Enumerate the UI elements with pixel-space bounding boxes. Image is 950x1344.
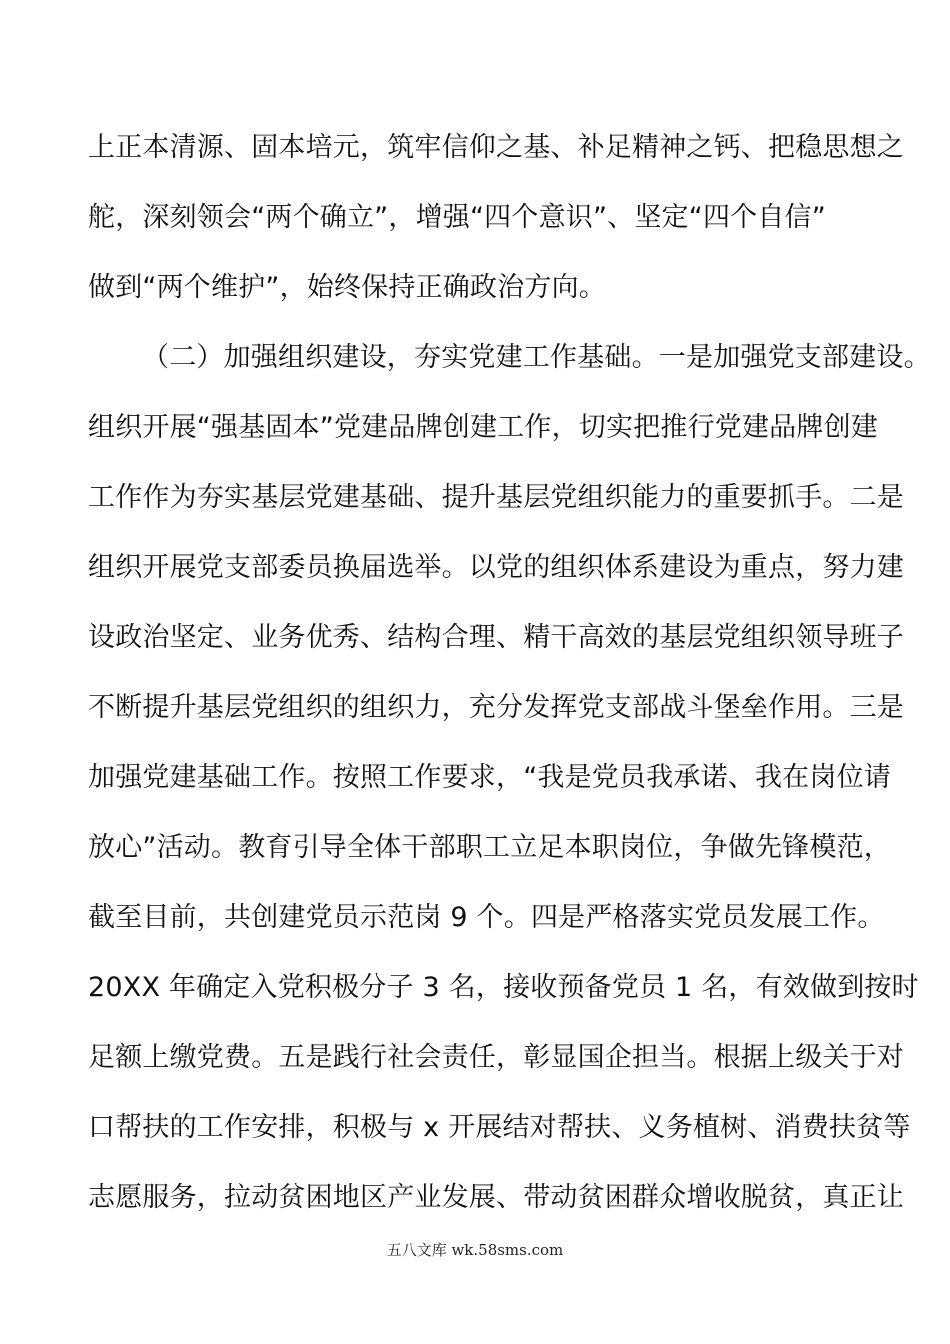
body-text-line: 不断提升基层党组织的组织力，充分发挥党支部战斗堡垒作用。三是 xyxy=(88,692,904,723)
body-text-line: 放心”活动。教育引导全体干部职工立足本职岗位，争做先锋模范， xyxy=(88,832,891,863)
body-text-line: 组织开展党支部委员换届选举。以党的组织体系建设为重点，努力建 xyxy=(88,552,904,583)
paragraph-first-line: （二）加强组织建设，夯实党建工作基础。一是加强党支部建设。 xyxy=(142,342,931,373)
body-text-line: 足额上缴党费。五是践行社会责任，彰显国企担当。根据上级关于对 xyxy=(88,1042,904,1073)
body-text-line: 加强党建基础工作。按照工作要求，“我是党员我承诺、我在岗位请 xyxy=(88,762,891,793)
body-text-line: 志愿服务，拉动贫困地区产业发展、带动贫困群众增收脱贫，真正让 xyxy=(88,1182,904,1213)
body-text-line: 设政治坚定、业务优秀、结构合理、精干高效的基层党组织领导班子 xyxy=(88,622,904,653)
body-text-line: 20XX 年确定入党积极分子 3 名，接收预备党员 1 名，有效做到按时 xyxy=(88,972,919,1003)
page-footer: 五八文库 wk.58sms.com xyxy=(386,1241,564,1259)
body-text-line: 工作作为夯实基层党建基础、提升基层党组织能力的重要抓手。二是 xyxy=(88,482,904,513)
body-text-line: 上正本清源、固本培元，筑牢信仰之基、补足精神之钙、把稳思想之 xyxy=(88,132,904,163)
body-text-line: 口帮扶的工作安排，积极与 x 开展结对帮扶、义务植树、消费扶贫等 xyxy=(88,1112,911,1143)
body-text-line: 截至目前，共创建党员示范岗 9 个。四是严格落实党员发展工作。 xyxy=(88,902,885,933)
body-text-line: 舵，深刻领会“两个确立”，增强“四个意识”、坚定“四个自信” xyxy=(88,202,826,233)
body-text-line: 组织开展“强基固本”党建品牌创建工作，切实把推行党建品牌创建 xyxy=(88,412,878,443)
body-text-line: 做到“两个维护”，始终保持正确政治方向。 xyxy=(88,272,606,303)
